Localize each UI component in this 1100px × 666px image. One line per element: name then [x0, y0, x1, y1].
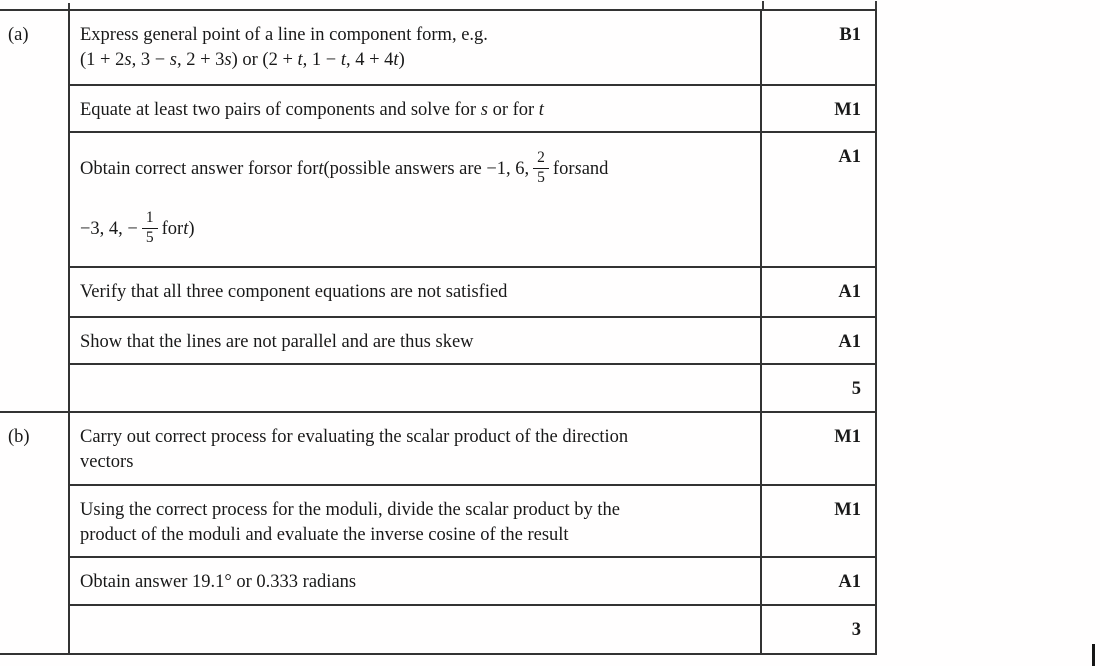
mark-cell: M1: [834, 100, 861, 120]
criterion-cell: [70, 86, 762, 131]
table-row: [70, 365, 875, 413]
criterion-line: product of the moduli and evaluate the inverse cosine of the result: [80, 525, 569, 545]
table-row: [70, 606, 875, 653]
table-row: [70, 11, 875, 86]
part-label-b: [0, 413, 68, 653]
criterion-line: Obtain correct answer for s or for t (possible answers are −1, 6, $\frac{2}{5}$ for s and: [80, 149, 609, 186]
table-row: [70, 486, 875, 558]
fraction: $\frac{1}{5}$: [142, 210, 158, 246]
mark-scheme-table: [0, 9, 877, 655]
section-total-cell: 3: [851, 620, 861, 640]
criterion-cell: [70, 133, 762, 266]
criterion-cell: [70, 413, 762, 484]
criterion-line: vectors: [80, 452, 134, 472]
criterion-cell: [70, 11, 762, 84]
table-row: [70, 558, 875, 606]
criterion-line: Equate at least two pairs of components and solve for s or for t: [80, 100, 544, 120]
mark-cell: A1: [838, 147, 861, 167]
part-label-b-text: (b): [8, 427, 30, 447]
mark-cell: B1: [839, 25, 861, 45]
criteria-and-marks: [70, 11, 877, 653]
criterion-line: (1 + 2s, 3 − s, 2 + 3s) or (2 + t, 1 − t, 4 + 4t): [80, 50, 405, 70]
mark-cell: M1: [834, 500, 861, 520]
table-row: [70, 318, 875, 365]
mark-cell: A1: [838, 282, 861, 302]
part-label-a-text: (a): [8, 25, 29, 45]
mark-cell: A1: [838, 572, 861, 592]
criterion-cell: [70, 268, 762, 316]
criterion-cell: [70, 606, 762, 653]
part-label-column: [0, 11, 70, 653]
table-row: [70, 413, 875, 486]
table-row: [70, 86, 875, 133]
mark-cell: A1: [838, 332, 861, 352]
criterion-cell: [70, 318, 762, 363]
criterion-line: Obtain answer 19.1° or 0.333 radians: [80, 572, 357, 592]
mark-cell: M1: [834, 427, 861, 447]
criterion-cell: [70, 558, 762, 604]
page-edge-tick: [1092, 644, 1095, 666]
criterion-line: Express general point of a line in component form, e.g.: [80, 25, 488, 45]
criterion-line: Verify that all three component equations are not satisfied: [80, 282, 508, 302]
criterion-cell: [70, 486, 762, 556]
criterion-line: −3, 4, − $\frac{1}{5}$ for t ): [80, 209, 195, 246]
criterion-line: Carry out correct process for evaluating the scalar product of the direction: [80, 427, 629, 447]
part-label-a: [0, 11, 68, 413]
criterion-line: Show that the lines are not parallel and are thus skew: [80, 332, 474, 352]
criterion-line: Using the correct process for the moduli, divide the scalar product by the: [80, 500, 620, 520]
criterion-cell: [70, 365, 762, 411]
section-total-cell: 5: [851, 379, 861, 399]
table-row: [70, 133, 875, 268]
fraction: $\frac{2}{5}$: [533, 150, 549, 186]
table-row: [70, 268, 875, 318]
